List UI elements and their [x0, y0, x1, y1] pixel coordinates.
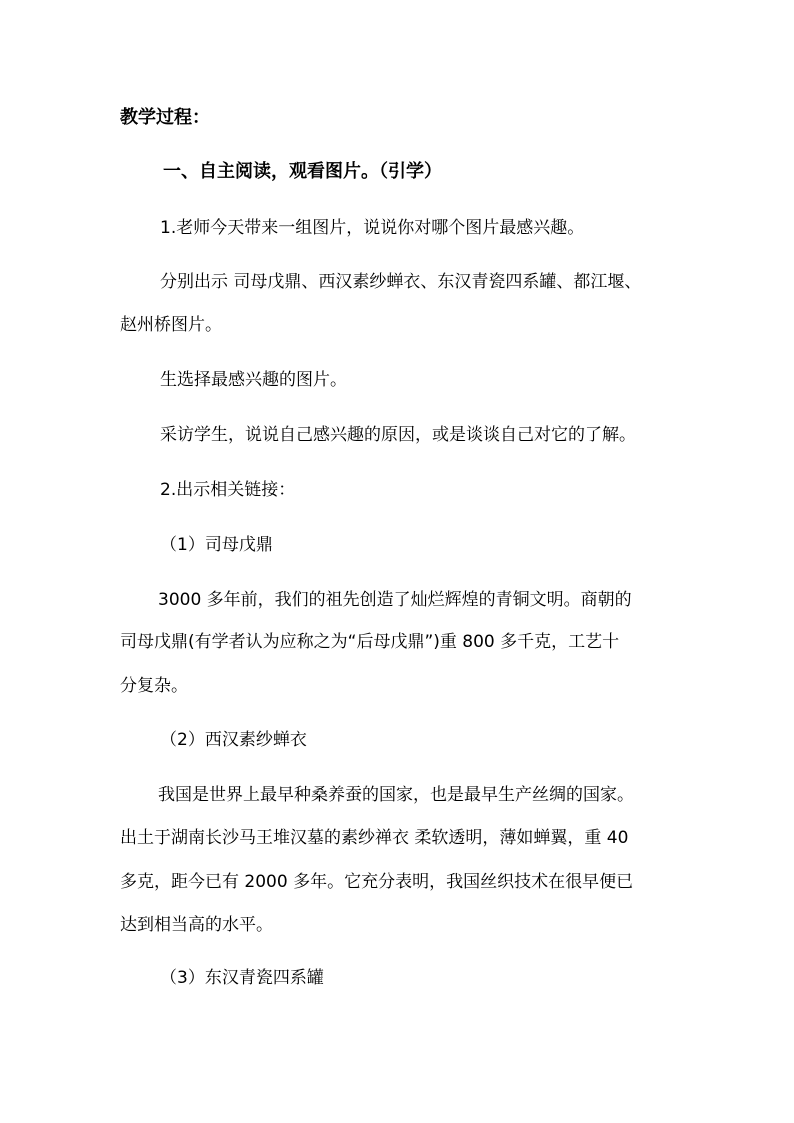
sub1-line2: 司母戊鼎(有学者认为应称之为“后母戊鼎”)重 800 多千克，工艺十 [120, 632, 620, 652]
paragraph-interview: 采访学生，说说自己感兴趣的原因，或是谈谈自己对它的了解。 [160, 425, 636, 445]
lesson-heading: 教学过程： [120, 107, 210, 128]
paragraph-item1: 1.老师今天带来一组图片，说说你对哪个图片最感兴趣。 [160, 218, 585, 238]
subsection-title-2: （2）西汉素纱蝉衣 [160, 730, 307, 750]
subsection-title-1: （1）司母戊鼎 [160, 535, 273, 555]
section-title: 一、自主阅读，观看图片。（引学） [163, 161, 442, 182]
sub1-line1: 3000 多年前，我们的祖先创造了灿烂辉煌的青铜文明。商朝的 [158, 590, 632, 610]
sub2-line3: 多克，距今已有 2000 多年。它充分表明，我国丝织技术在很早便已 [120, 872, 634, 892]
paragraph-show-line1: 分别出示 司母戊鼎、西汉素纱蝉衣、东汉青瓷四系罐、都江堰、 [160, 272, 642, 292]
sub2-line2: 出土于湖南长沙马王堆汉墓的素纱禅衣 柔软透明，薄如蝉翼，重 40 [120, 828, 629, 848]
subsection-title-3: （3）东汉青瓷四系罐 [160, 968, 324, 988]
paragraph-student-choose: 生选择最感兴趣的图片。 [160, 370, 347, 390]
sub2-line4: 达到相当高的水平。 [120, 915, 273, 935]
sub1-line3: 分复杂。 [120, 676, 188, 696]
paragraph-show-line2: 赵州桥图片。 [120, 315, 222, 335]
sub2-line1: 我国是世界上最早种桑养蚕的国家，也是最早生产丝绸的国家。 [158, 785, 634, 805]
paragraph-item2: 2.出示相关链接： [160, 480, 296, 500]
